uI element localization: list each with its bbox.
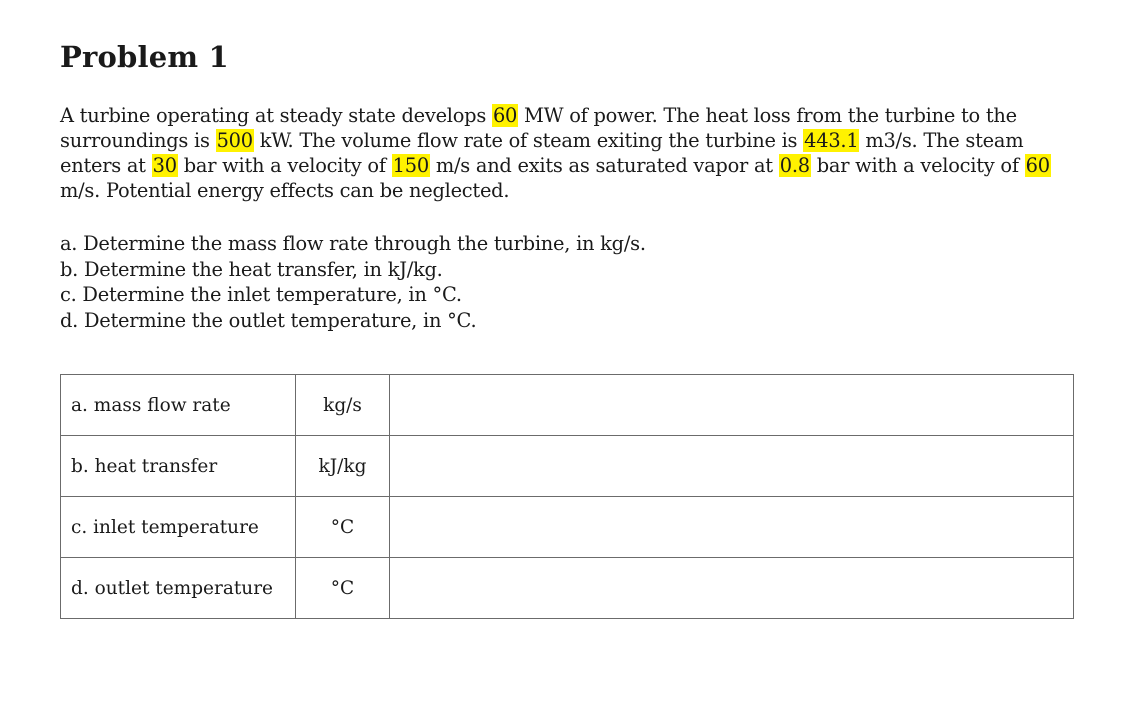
statement-segment: MW of power. The heat loss from the turbine to the surroundings is: [60, 104, 1017, 152]
question-item: b. Determine the heat transfer, in kJ/kg.: [60, 257, 443, 281]
statement-segment: bar with a velocity of: [177, 154, 392, 177]
question-list: [60, 231, 646, 333]
table-row: [61, 436, 1074, 497]
statement-segment: kW. The volume flow rate of steam exiting the turbine is: [253, 129, 804, 152]
highlighted-value: 30: [152, 154, 177, 177]
highlighted-value: 150: [392, 154, 429, 177]
highlighted-value: 500: [216, 129, 253, 152]
statement-segment: m3/s. The steam enters at: [60, 129, 1024, 177]
row-label: b. heat transfer: [61, 436, 296, 497]
statement-segment: m/s. Potential energy effects can be neglected.: [60, 179, 510, 202]
row-label: d. outlet temperature: [61, 558, 296, 619]
answer-cell[interactable]: [390, 558, 1074, 619]
question-item: c. Determine the inlet temperature, in °C.: [60, 283, 462, 306]
problem-title: Problem 1: [60, 40, 229, 74]
problem-statement: [60, 103, 1075, 203]
statement-segment: m/s and exits as saturated vapor at: [429, 154, 779, 177]
table-row: [61, 375, 1074, 436]
answer-table: [60, 374, 1074, 619]
row-label: a. mass flow rate: [61, 375, 296, 436]
statement-segment: bar with a velocity of: [810, 154, 1025, 177]
answer-cell[interactable]: [390, 497, 1074, 558]
row-label: c. inlet temperature: [61, 497, 296, 558]
answer-cell[interactable]: [390, 436, 1074, 497]
answer-cell[interactable]: [390, 375, 1074, 436]
row-unit: kJ/kg: [296, 436, 390, 497]
highlighted-value: 60: [1025, 154, 1050, 177]
statement-segment: A turbine operating at steady state develops: [60, 104, 492, 127]
question-item: d. Determine the outlet temperature, in °C.: [60, 308, 477, 332]
table-row: [61, 497, 1074, 558]
row-unit: °C: [296, 497, 390, 558]
row-unit: kg/s: [296, 375, 390, 436]
row-unit: °C: [296, 558, 390, 619]
highlighted-value: 60: [492, 104, 518, 127]
highlighted-value: 443.1: [804, 129, 859, 152]
question-item: a. Determine the mass flow rate through the turbine, in kg/s.: [60, 232, 646, 255]
highlighted-value: 0.8: [779, 154, 810, 177]
table-row: [61, 558, 1074, 619]
